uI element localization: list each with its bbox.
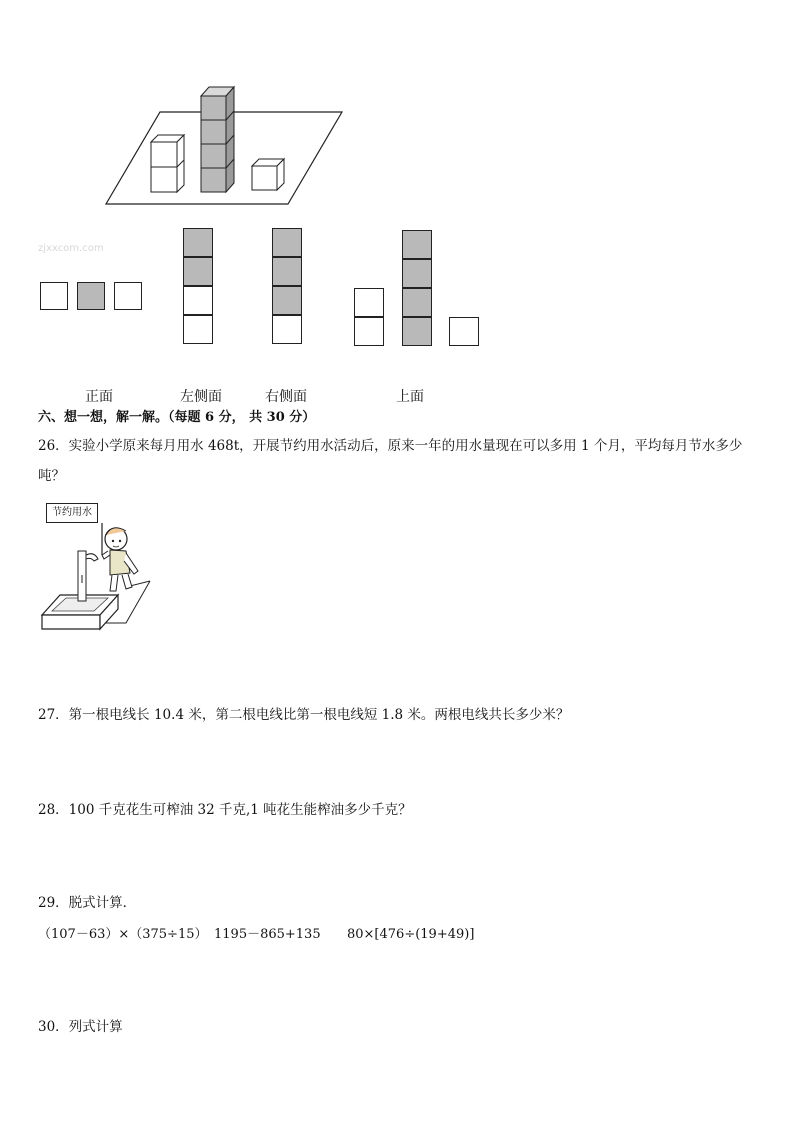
front-view-square-3 (114, 282, 142, 310)
top-view-square-5 (402, 288, 432, 317)
q27-text: 27．第一根电线长 10.4 米，第二根电线比第一根电线短 1.8 米。两根电线共长多少米？ (38, 707, 570, 723)
top-view-square-2 (354, 317, 384, 346)
right-view-square-3 (272, 286, 302, 315)
watermark: zjxxcom.com (38, 243, 104, 254)
label-top: 上面 (396, 389, 424, 405)
top-view-square-3 (402, 230, 432, 259)
front-view-square-2 (77, 282, 105, 310)
left-cube-stack (151, 135, 184, 192)
q28-text: 28．100 千克花生可榨油 32 千克,1 吨花生能榨油多少千克？ (38, 802, 412, 818)
label-right-side: 右侧面 (265, 389, 307, 405)
sign-text: 节约用水 (52, 507, 92, 518)
top-view-square-4 (402, 259, 432, 288)
front-view-square-1 (40, 282, 68, 310)
q29-expression-1: （107－63）×（375÷15） (38, 927, 208, 942)
cube-arrangement-figure (0, 0, 794, 220)
q30-title: 30．列式计算 (38, 1019, 123, 1035)
top-view-square-7 (449, 317, 479, 346)
q26-text-line1: 26．实验小学原来每月用水 468t，开展节约用水活动后，原来一年的用水量现在可以多用 1 个月，平均每月节水多少 (38, 438, 743, 454)
label-left-side: 左侧面 (180, 389, 222, 405)
water-saving-illustration (38, 497, 158, 637)
label-front: 正面 (85, 389, 113, 405)
section-6-heading: 六、想一想，解一解。（每题 6 分， 共 30 分） (38, 410, 316, 425)
q26-text-line2: 吨？ (38, 468, 65, 484)
left-view-square-4 (183, 315, 213, 344)
left-view-square-2 (183, 257, 213, 286)
water-saving-sign (46, 503, 98, 523)
q29-expression-3: 80×[476÷(19+49)] (347, 927, 475, 942)
q29-title: 29．脱式计算． (38, 895, 137, 911)
left-view-square-1 (183, 228, 213, 257)
right-view-square-2 (272, 257, 302, 286)
top-view-square-6 (402, 317, 432, 346)
q29-expression-2: 1195－865+135 (214, 927, 321, 942)
tall-cube-stack (201, 87, 234, 192)
left-view-square-3 (183, 286, 213, 315)
right-view-square-1 (272, 228, 302, 257)
right-view-square-4 (272, 315, 302, 344)
single-cube (252, 159, 284, 190)
top-view-square-1 (354, 288, 384, 317)
